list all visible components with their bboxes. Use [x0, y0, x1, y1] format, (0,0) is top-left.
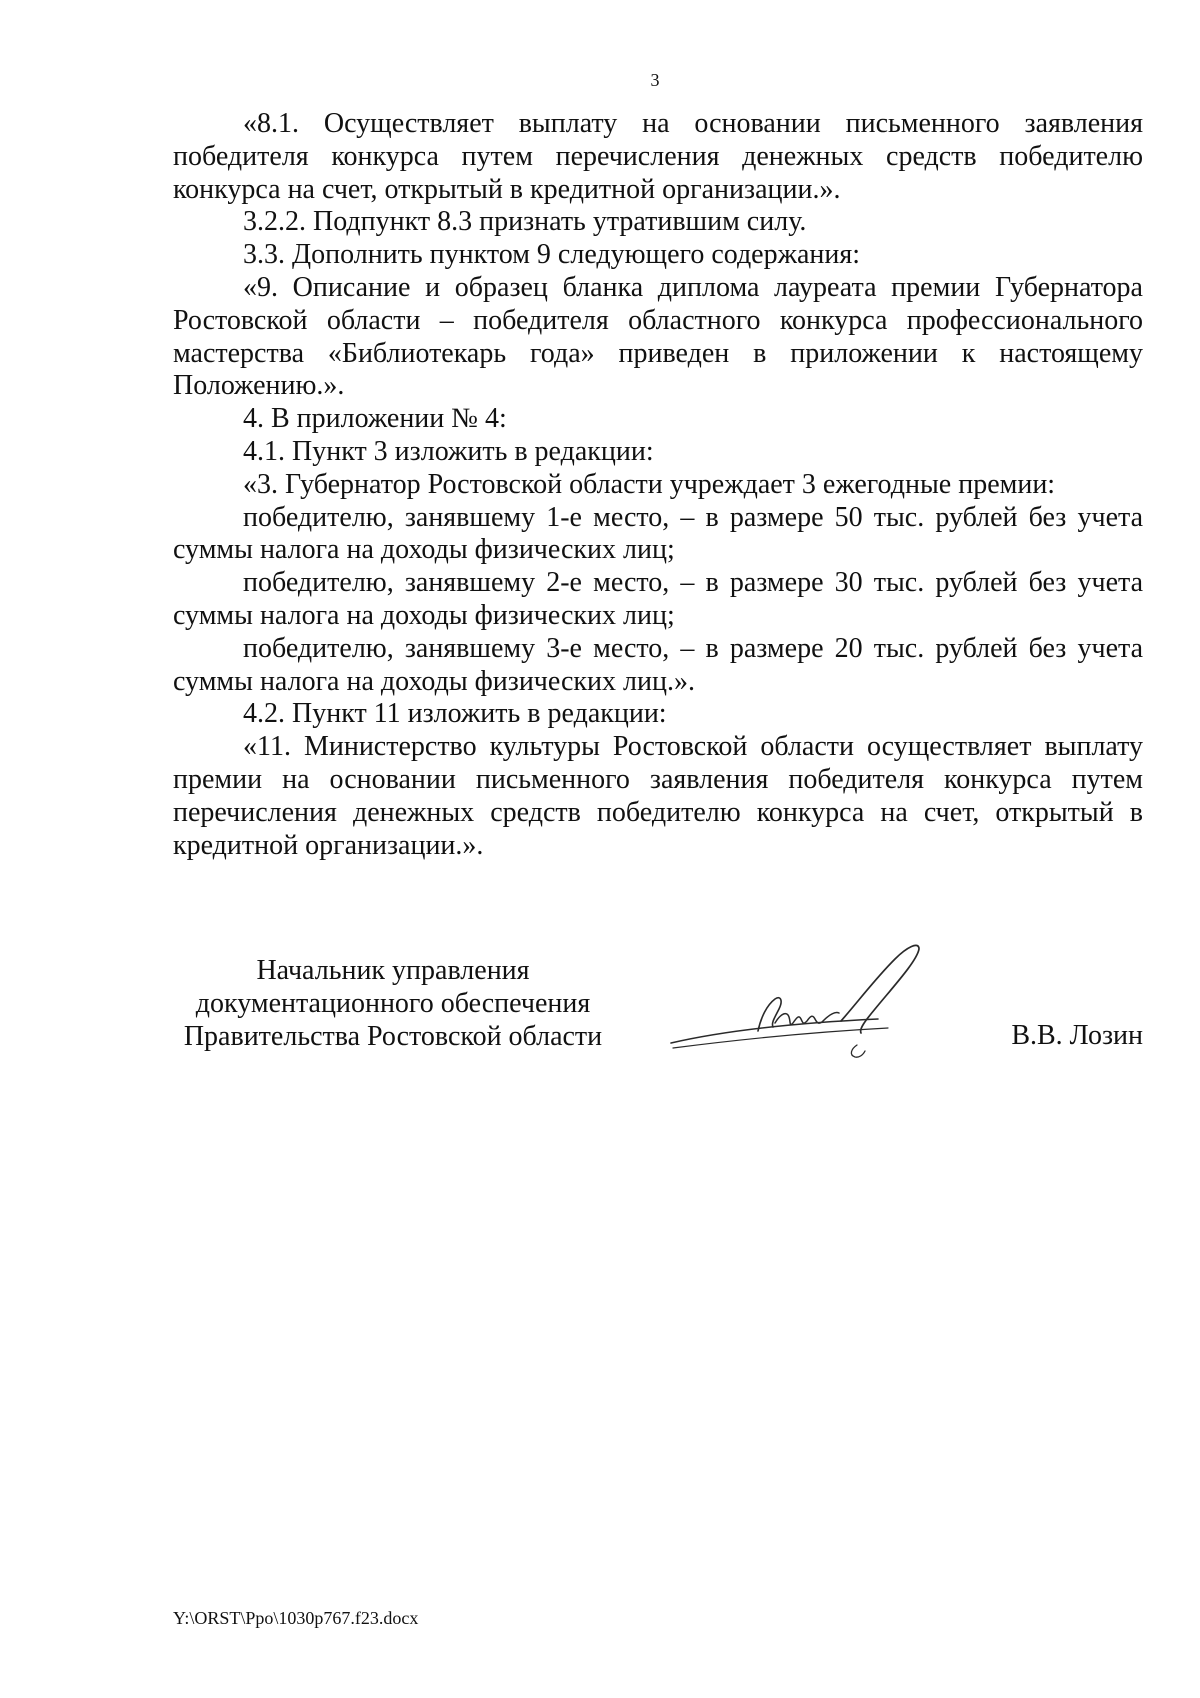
- paragraph-9-quote: «9. Описание и образец бланка диплома лауреата премии Губернатора Ростовской области – победителя областного конкурса профессионального мастерства «Библиотекарь года» приведен в приложении к настоящему Положению.».: [173, 271, 1143, 402]
- signature-block: [173, 955, 1143, 1075]
- handwritten-signature: [663, 927, 963, 1077]
- document-body: [173, 108, 1143, 862]
- paragraph-prize-2nd: победителю, занявшему 2-е место, – в размере 30 тыс. рублей без учета суммы налога на доходы физических лиц;: [173, 567, 1143, 631]
- paragraph-4-2: 4.2. Пункт 11 изложить в редакции:: [243, 698, 667, 730]
- signatory-title-line-2: документационного обеспечения: [195, 987, 591, 1019]
- signatory-name: В.В. Лозин: [1011, 1020, 1143, 1051]
- paragraph-prize-1st: победителю, занявшему 1-е место, – в размере 50 тыс. рублей без учета суммы налога на доходы физических лиц;: [173, 501, 1143, 566]
- signatory-title-line-3: Правительства Ростовской области: [183, 1020, 603, 1052]
- paragraph-3-3: 3.3. Дополнить пунктом 9 следующего содержания:: [243, 239, 861, 271]
- signatory-title: [173, 955, 613, 1053]
- paragraph-4-1: 4.1. Пункт 3 изложить в редакции:: [243, 435, 654, 467]
- paragraph-4: 4. В приложении № 4:: [243, 403, 507, 435]
- paragraph-11-quote: «11. Министерство культуры Ростовской области осуществляет выплату премии на основании письменного заявления победителя конкурса путем перечисления денежных средств победителю конкурса на счет, открытый в кредитной организации.».: [173, 731, 1143, 861]
- paragraph-3-2-2: 3.2.2. Подпункт 8.3 признать утратившим силу.: [243, 206, 807, 238]
- footer-file-path: Y:\ORST\Ppo\1030p767.f23.docx: [173, 1608, 419, 1628]
- paragraph-8-1: «8.1. Осуществляет выплату на основании письменного заявления победителя конкурса путем перечисления денежных средств победителю конкурса на счет, открытый в кредитной организации.».: [173, 108, 1143, 205]
- paragraph-prize-3rd: победителю, занявшему 3-е место, – в размере 20 тыс. рублей без учета суммы налога на доходы физических лиц.».: [173, 632, 1143, 697]
- signatory-title-line-1: Начальник управления: [256, 955, 530, 986]
- paragraph-3-quote: «3. Губернатор Ростовской области учреждает 3 ежегодные премии:: [243, 468, 1056, 500]
- page-number: 3: [650, 70, 660, 90]
